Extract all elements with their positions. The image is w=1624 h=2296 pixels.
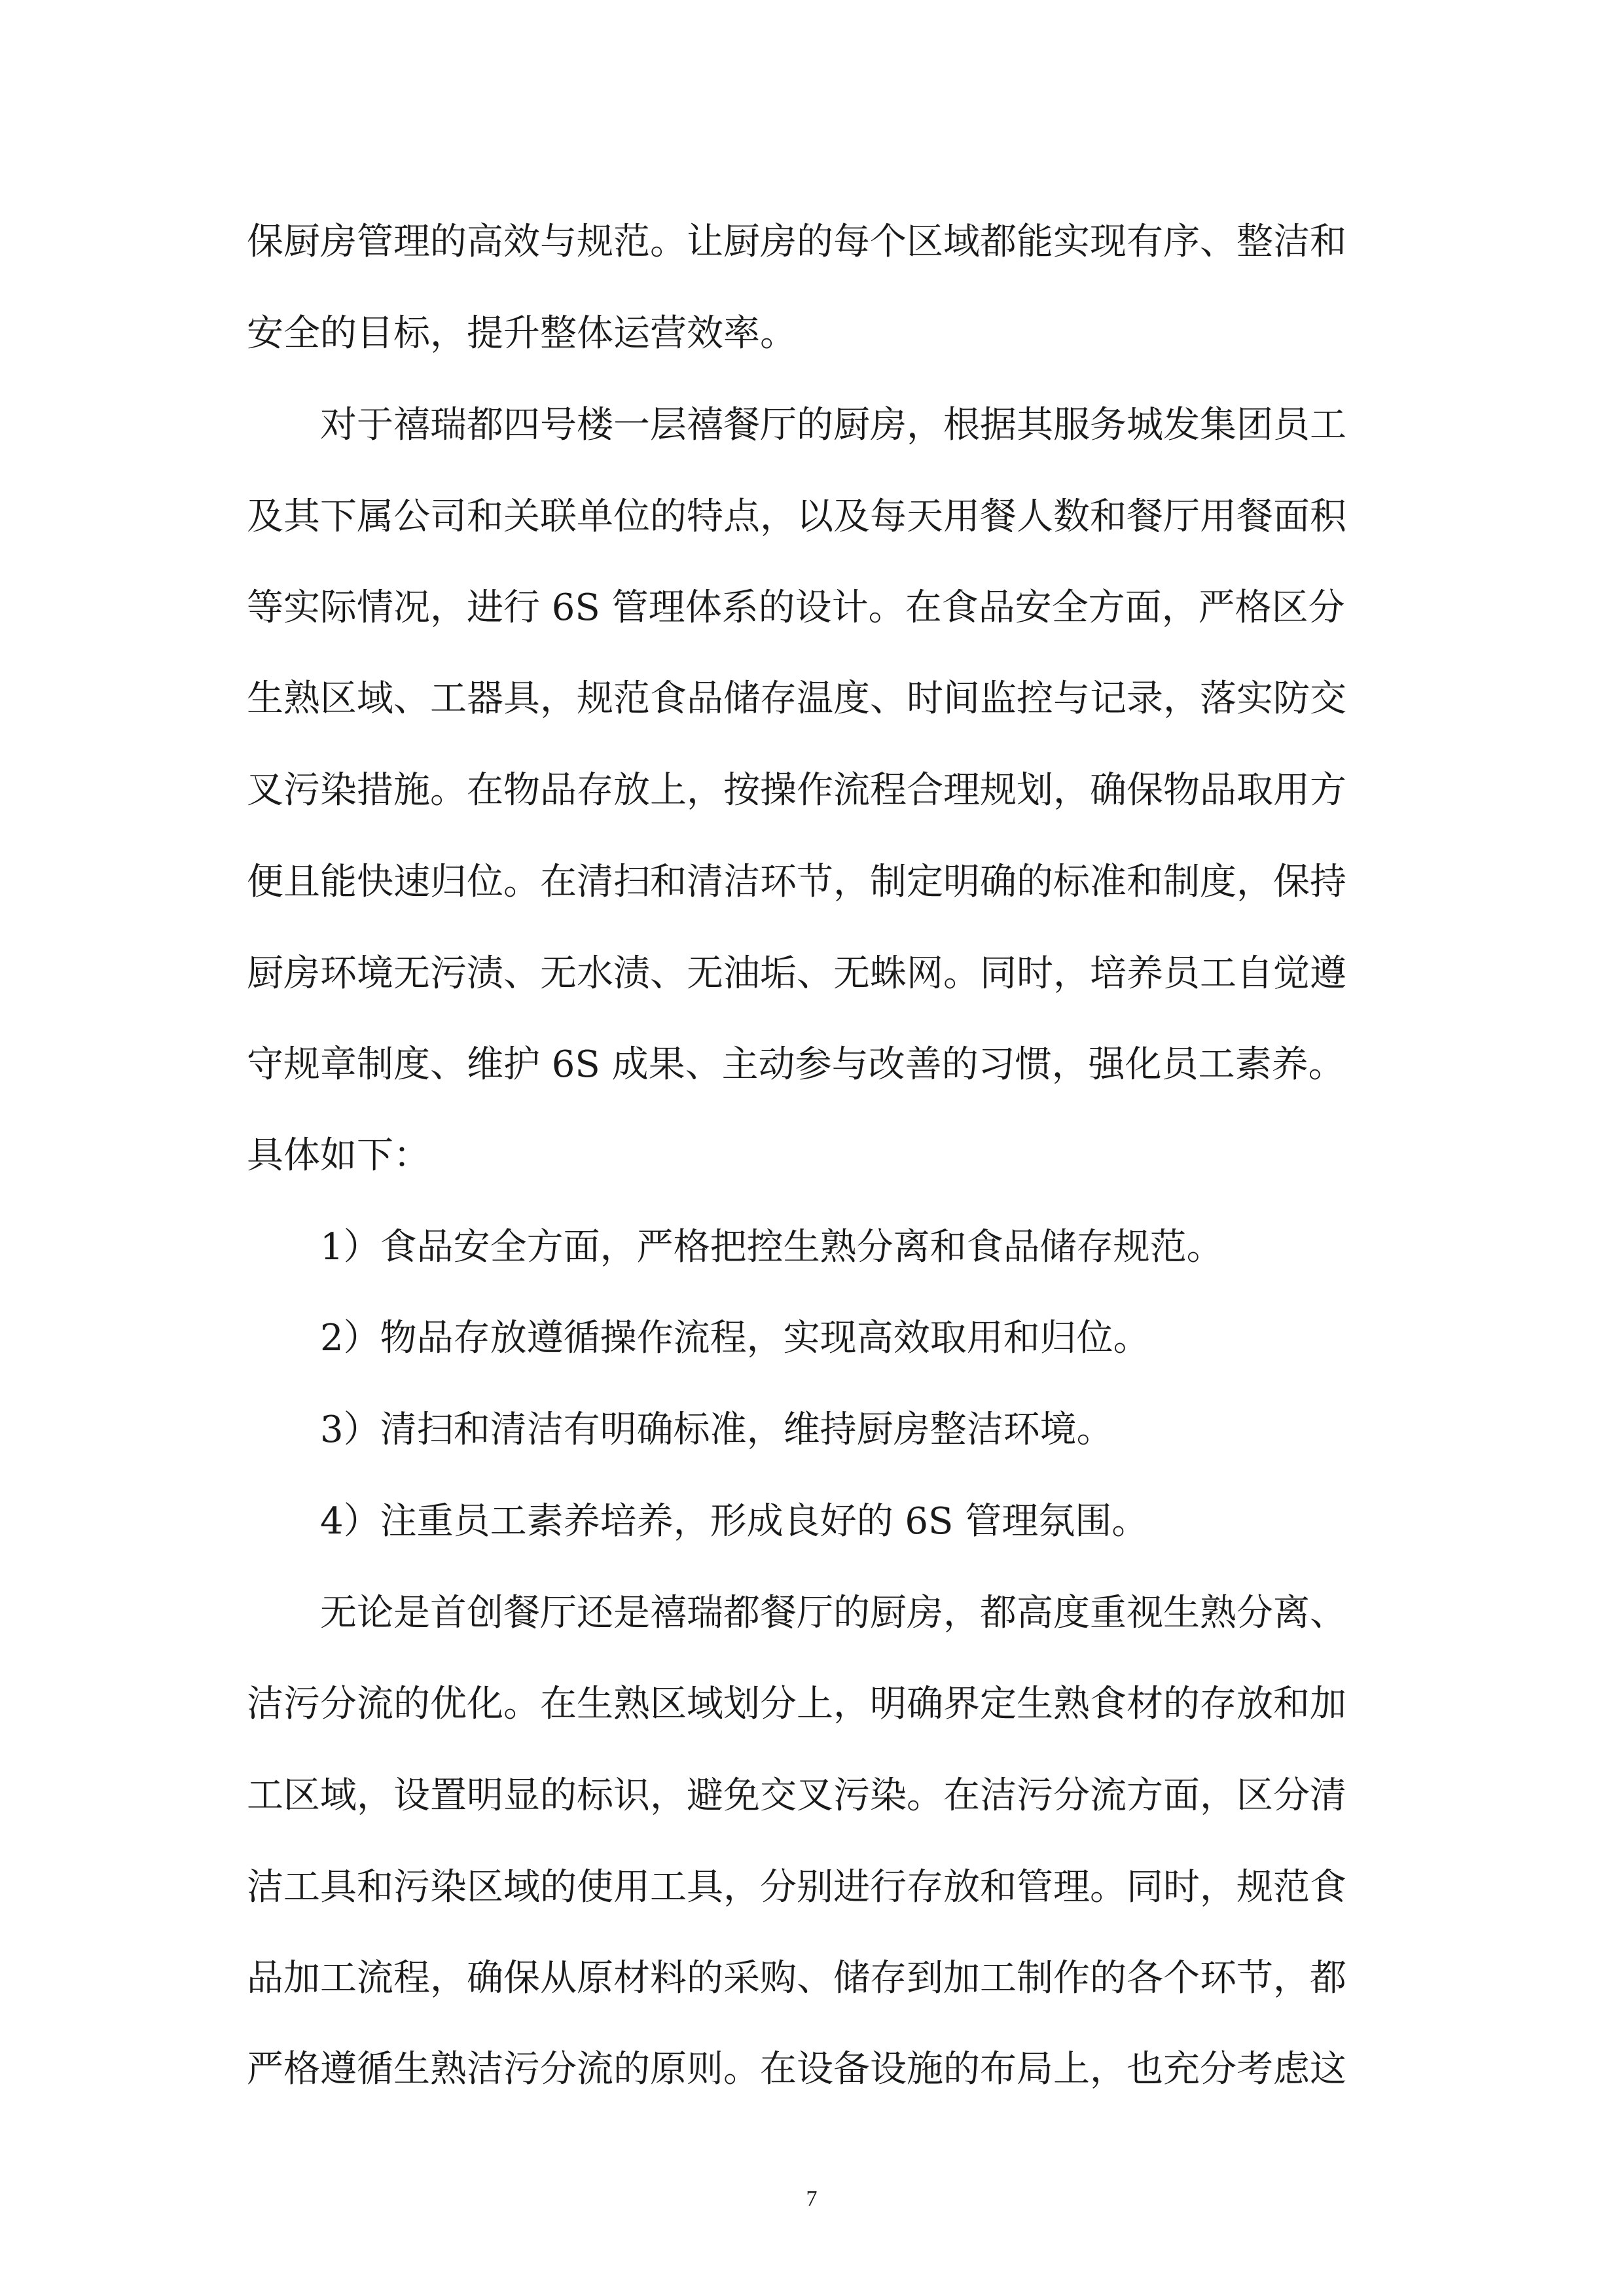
text-line: 生熟区域、工器具，规范食品储存温度、时间监控与记录，落实防交 [247,677,1346,720]
text-line: 及其下属公司和关联单位的特点，以及每天用餐人数和餐厅用餐面积 [247,495,1346,538]
text-line: 保厨房管理的高效与规范。让厨房的每个区域都能实现有序、整洁和 [247,221,1346,263]
text-line: 品加工流程，确保从原材料的采购、储存到加工制作的各个环节，都 [247,1957,1346,2000]
text-line: 安全的目标，提升整体运营效率。 [247,312,797,355]
list-item: 3）清扫和清洁有明确标准，维持厨房整洁环境。 [320,1408,1113,1451]
paragraph-first-line: 对于禧瑞都四号楼一层禧餐厅的厨房，根据其服务城发集团员工 [320,404,1346,446]
text-line: 守规章制度、维护 6S 成果、主动参与改善的习惯，强化员工素养。 [247,1043,1345,1086]
text-line: 厨房环境无污渍、无水渍、无油垢、无蛛网。同时，培养员工自觉遵 [247,952,1346,995]
paragraph-first-line: 无论是首创餐厅还是禧瑞都餐厅的厨房，都高度重视生熟分离、 [320,1592,1346,1634]
text-line: 洁污分流的优化。在生熟区域划分上，明确界定生熟食材的存放和加 [247,1683,1346,1725]
text-line: 工区域，设置明显的标识，避免交叉污染。在洁污分流方面，区分清 [247,1774,1346,1817]
text-line: 严格遵循生熟洁污分流的原则。在设备设施的布局上，也充分考虑这 [247,2048,1346,2090]
text-line: 等实际情况，进行 6S 管理体系的设计。在食品安全方面，严格区分 [247,586,1345,629]
page-number: 7 [806,2187,818,2211]
text-line: 具体如下： [247,1134,430,1177]
text-line: 洁工具和污染区域的使用工具，分别进行存放和管理。同时，规范食 [247,1866,1346,1909]
list-item: 4）注重员工素养培养，形成良好的 6S 管理氛围。 [320,1500,1149,1543]
text-line: 便且能快速归位。在清扫和清洁环节，制定明确的标准和制度，保持 [247,861,1346,903]
list-item: 1）食品安全方面，严格把控生熟分离和食品储存规范。 [320,1226,1223,1268]
text-line: 叉污染措施。在物品存放上，按操作流程合理规划，确保物品取用方 [247,769,1346,812]
list-item: 2）物品存放遵循操作流程，实现高效取用和归位。 [320,1317,1150,1359]
